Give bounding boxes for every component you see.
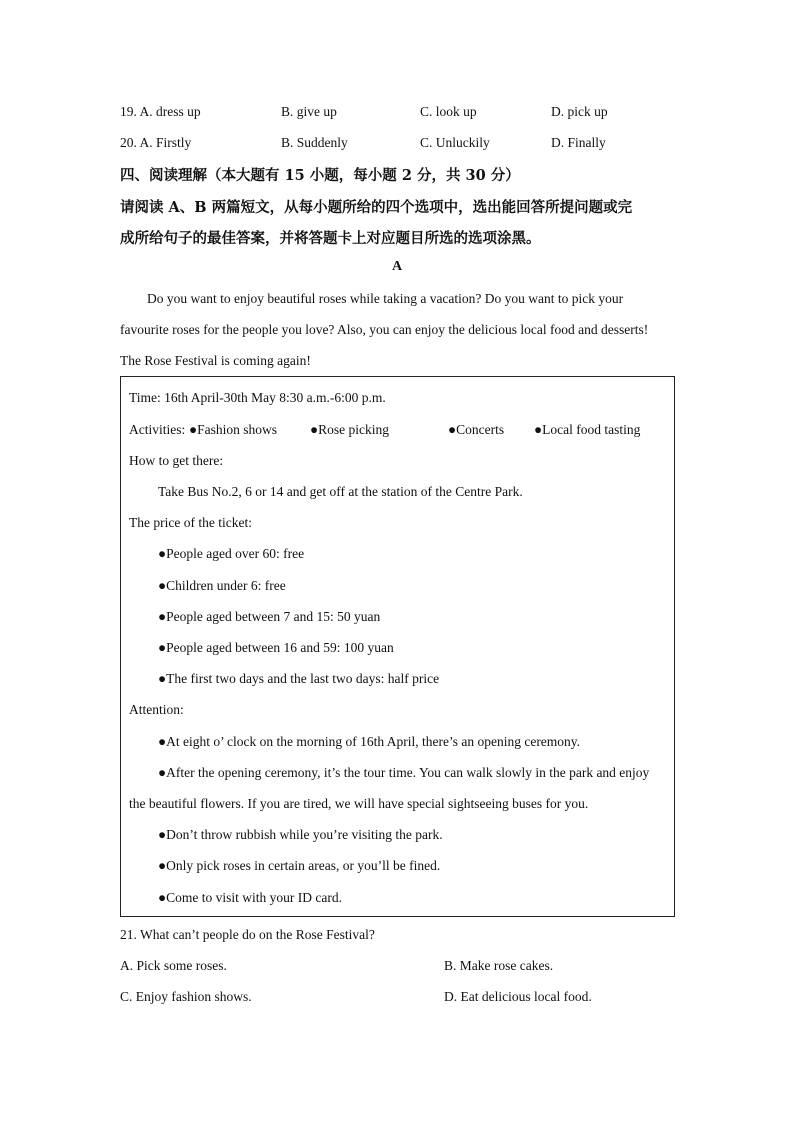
festival-info-box	[120, 376, 675, 917]
attention-item: ●Come to visit with your ID card.	[158, 890, 343, 905]
attention-item: ●After the opening ceremony, it’s the tour time. You can walk slowly in the park and enjoy	[158, 765, 650, 780]
box-time: Time: 16th April-30th May 8:30 a.m.-6:00 p.m.	[129, 390, 386, 405]
instruction-line-1: 请阅读 A、B 两篇短文，从每小题所给的四个选项中，选出能回答所提问题或完	[120, 199, 633, 216]
q21-option-c: C. Enjoy fashion shows.	[120, 989, 252, 1004]
passage-label: A	[391, 259, 403, 274]
price-item: ●People aged between 16 and 59: 100 yuan	[158, 640, 394, 655]
activity-item: ●Local food tasting	[534, 422, 641, 437]
q19-option-c: C. look up	[420, 104, 477, 119]
section-title: 四、阅读理解（本大题有 15 小题，每小题 2 分，共 30 分）	[120, 167, 520, 184]
q21-option-b: B. Make rose cakes.	[444, 958, 554, 973]
q19-option-a: 19. A. dress up	[120, 104, 201, 119]
activity-item: ●Fashion shows	[189, 422, 278, 437]
q20-option-a: 20. A. Firstly	[120, 135, 192, 150]
box-how-text: Take Bus No.2, 6 or 14 and get off at the station of the Centre Park.	[158, 484, 523, 499]
intro-line-2: favourite roses for the people you love? Also, you can enjoy the delicious local food and desserts!	[120, 322, 649, 337]
q20-option-b: B. Suddenly	[281, 135, 348, 150]
q21-question: 21. What can’t people do on the Rose Festival?	[120, 927, 375, 942]
box-price-label: The price of the ticket:	[129, 515, 252, 530]
q20-option-c: C. Unluckily	[420, 135, 490, 150]
q21-option-a: A. Pick some roses.	[120, 958, 227, 973]
box-attention-label: Attention:	[129, 702, 184, 717]
price-item: ●The first two days and the last two days: half price	[158, 671, 440, 686]
q21-option-d: D. Eat delicious local food.	[444, 989, 592, 1004]
box-activities-label: Activities:	[129, 422, 186, 437]
intro-line-1: Do you want to enjoy beautiful roses while taking a vacation? Do you want to pick your	[147, 291, 624, 306]
q20-option-d: D. Finally	[551, 135, 606, 150]
attention-item-cont: the beautiful flowers. If you are tired, we will have special sightseeing buses for you.	[129, 796, 589, 811]
attention-item: ●Only pick roses in certain areas, or you’ll be fined.	[158, 858, 441, 873]
instruction-line-2: 成所给句子的最佳答案，并将答题卡上对应题目所选的选项涂黑。	[120, 230, 541, 247]
activity-item: ●Concerts	[448, 422, 505, 437]
activity-item: ●Rose picking	[310, 422, 390, 437]
attention-item: ●At eight o’ clock on the morning of 16th April, there’s an opening ceremony.	[158, 734, 581, 749]
attention-item: ●Don’t throw rubbish while you’re visiting the park.	[158, 827, 443, 842]
price-item: ●People aged over 60: free	[158, 546, 305, 561]
intro-line-3: The Rose Festival is coming again!	[120, 353, 311, 368]
box-how-label: How to get there:	[129, 453, 224, 468]
q19-option-b: B. give up	[281, 104, 337, 119]
price-item: ●Children under 6: free	[158, 578, 286, 593]
price-item: ●People aged between 7 and 15: 50 yuan	[158, 609, 381, 624]
q19-option-d: D. pick up	[551, 104, 608, 119]
